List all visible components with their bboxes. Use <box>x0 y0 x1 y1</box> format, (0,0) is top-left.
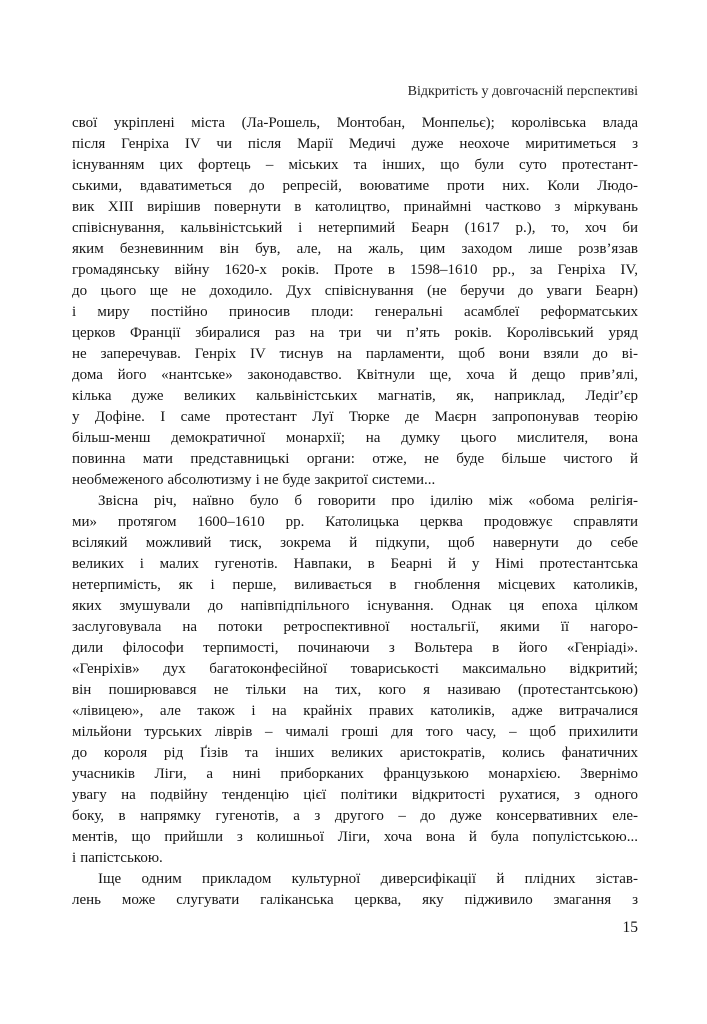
text-line: заслуговувала на потоки ретроспективної ностальгії, якими її нагоро- <box>72 619 638 635</box>
text-line: більш-менш демократичної монархії; на думку цього мислителя, вона <box>72 430 638 446</box>
running-header: Відкритість у довгочасній перспективі <box>407 84 638 99</box>
text-line: ми» протягом 1600–1610 рр. Католицька церква продовжує справляти <box>72 514 638 530</box>
text-line: не заперечував. Генріх IV тиснув на парламенти, щоб вони взяли до ві- <box>72 346 638 362</box>
text-line: церков Франції збиралися раз на три чи п’ять років. Королівський уряд <box>72 325 638 341</box>
text-line: необмеженого абсолютизму і не буде закритої системи... <box>72 472 436 488</box>
text-line: яким безневинним він був, але, на жаль, цим заходом лише розв’язав <box>72 241 638 257</box>
text-line: Звісна річ, наївно було б говорити про ідилію між «обома релігія- <box>98 493 638 509</box>
text-line: боку, в напрямку гугенотів, а з другого – до дуже консервативних еле- <box>72 808 638 824</box>
page-number: 15 <box>622 919 638 936</box>
text-line: кілька дуже великих кальвіністських магнатів, як, наприклад, Ледіґ’єр <box>72 388 638 404</box>
text-line: дили філософи терпимості, починаючи з Вольтера в його «Генріаді». <box>72 640 638 656</box>
text-line: увагу на подвійну тенденцію цієї політики відкритості рухатися, з одного <box>72 787 638 803</box>
text-line: лень може слугувати галіканська церква, яку підживило змагання з <box>72 892 638 908</box>
body-text <box>72 113 638 911</box>
text-line: «Генріхів» дух багатоконфесійної товариськості максимально відкритий; <box>72 661 638 677</box>
text-line: нетерпимість, як і перше, виливається в гноблення місцевих католиків, <box>72 577 638 593</box>
text-line: всілякий можливий тиск, зокрема й підкупи, щоб навернути до себе <box>72 535 638 551</box>
text-line: він поширювався не тільки на тих, кого я називаю (протестантською) <box>72 682 638 698</box>
text-line: ментів, що прийшли з колишньої Ліги, хоча вона й була популістською... <box>72 829 638 845</box>
text-line: громадянську війну 1620-х років. Проте в 1598–1610 рр., за Генріха IV, <box>72 262 638 278</box>
text-line: і папістською. <box>72 850 163 866</box>
text-line: у Дофіне. І саме протестант Луї Тюрке де Маєрн запропонував теорію <box>72 409 638 425</box>
text-line: співіснування, кальвіністський і нетерпимий Беарн (1617 р.), то, хоч би <box>72 220 638 236</box>
text-line: існуванням цих фортець – міських та інших, що були суто протестант- <box>72 157 638 173</box>
text-line: до короля рід Ґізів та інших великих аристократів, колись фанатичних <box>72 745 638 761</box>
text-line: свої укріплені міста (Ла-Рошель, Монтобан, Монпельє); королівська влада <box>72 115 638 131</box>
text-line: до цього ще не доходило. Дух співіснування (не беручи до уваги Беарн) <box>72 283 638 299</box>
text-line: «лівицею», але також і на крайніх правих католиків, адже витрачалися <box>72 703 638 719</box>
text-line: вик XIII вирішив повернути в католицтво, принаймні частково з міркувань <box>72 199 638 215</box>
text-line: ськими, вдаватиметься до репресій, воюватиме проти них. Коли Людо- <box>72 178 638 194</box>
text-line: і миру постійно приносив плоди: генеральні асамблеї реформатських <box>72 304 638 320</box>
text-line: яких змушували до напівпідпільного існування. Однак ця епоха цілком <box>72 598 638 614</box>
text-line: великих і малих гугенотів. Навпаки, в Беарні й у Німі протестантська <box>72 556 638 572</box>
text-line: учасників Ліги, а нині приборканих французькою монархією. Звернімо <box>72 766 638 782</box>
text-line: дома його «нантське» законодавство. Квітнули ще, хоча й дещо прив’ялі, <box>72 367 638 383</box>
text-line: мільйони турських ліврів – чималі гроші для того часу, – щоб прихилити <box>72 724 638 740</box>
text-line: Іще одним прикладом культурної диверсифікації й плідних зістав- <box>98 871 638 887</box>
text-line: після Генріха IV чи після Марії Медичі дуже неохоче миритиметься з <box>72 136 638 152</box>
text-line: повинна мати представницькі органи: отже, не буде більше чистого й <box>72 451 638 467</box>
